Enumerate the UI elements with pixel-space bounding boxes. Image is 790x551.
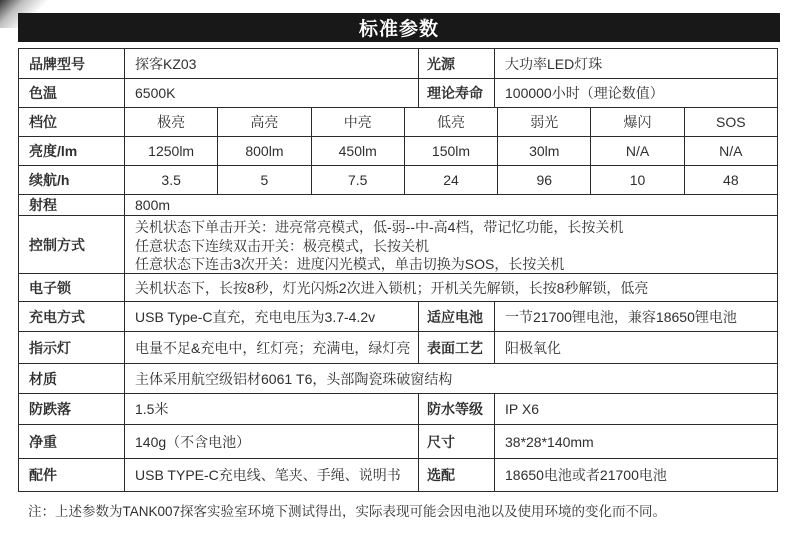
spec-table	[18, 48, 778, 492]
runtime-cell: 10	[590, 166, 683, 194]
charging-label: 充电方式	[29, 308, 85, 325]
optional-label: 选配	[418, 459, 494, 491]
brightness-cell: 1250lm	[124, 137, 217, 165]
runtime-cell: 7.5	[311, 166, 404, 194]
accessories-row	[19, 458, 777, 491]
runtime-cell: 96	[497, 166, 590, 194]
runtime-cell: 24	[404, 166, 497, 194]
mode-level-cell: 极亮	[124, 108, 217, 136]
light-source-value: 大功率LED灯珠	[494, 49, 777, 78]
brightness-cell: 150lm	[404, 137, 497, 165]
size-label: 尺寸	[418, 425, 494, 458]
mode-level-cell: 中亮	[311, 108, 404, 136]
material-label: 材质	[29, 370, 57, 387]
page-title: 标准参数	[358, 19, 439, 40]
accessories-value: USB TYPE-C充电线、笔夹、手绳、说明书	[124, 459, 418, 491]
brightness-cell: 30lm	[497, 137, 590, 165]
battery-label: 适应电池	[418, 302, 494, 331]
brightness-cell: 450lm	[311, 137, 404, 165]
runtime-cell: 48	[684, 166, 777, 194]
indicator-value: 电量不足&充电中，红灯亮；充满电，绿灯亮	[124, 332, 418, 363]
range-value: 800m	[124, 195, 777, 215]
mode-level-cell: 高亮	[217, 108, 310, 136]
range-row	[19, 194, 777, 215]
brightness-cell: 800lm	[217, 137, 310, 165]
surface-value: 阳极氧化	[494, 332, 777, 363]
waterproof-value: IP X6	[494, 394, 777, 424]
lifespan-label: 理论寿命	[418, 79, 494, 107]
lock-value: 关机状态下，长按8秒，灯光闪烁2次进入锁机；开机关先解锁，长按8秒解锁，低亮	[124, 274, 777, 301]
mode-level-cell: 弱光	[497, 108, 590, 136]
material-value: 主体采用航空级铝材6061 T6，头部陶瓷珠破窗结构	[124, 364, 777, 393]
optional-value: 18650电池或者21700电池	[494, 459, 777, 491]
battery-value: 一节21700锂电池，兼容18650锂电池	[494, 302, 777, 331]
brightness-label: 亮度/lm	[29, 143, 78, 159]
charging-value: USB Type-C直充，充电电压为3.7-4.2v	[124, 302, 418, 331]
accessories-label: 配件	[29, 467, 57, 483]
brightness-row	[19, 136, 777, 165]
brand-row	[19, 49, 777, 78]
brand-label: 品牌型号	[29, 55, 85, 72]
control-line-2: 任意状态下连续双击开关：极亮模式，长按关机	[135, 237, 429, 254]
drop-label: 防跌落	[29, 401, 71, 417]
title-bar	[18, 13, 780, 42]
drop-row	[19, 393, 777, 424]
runtime-label: 续航/h	[29, 172, 70, 188]
weight-row	[19, 424, 777, 458]
weight-value: 140g（不含电池）	[124, 425, 418, 458]
modes-row	[19, 107, 777, 136]
runtime-cell: 5	[217, 166, 310, 194]
indicator-row	[19, 331, 777, 363]
color-temp-row	[19, 78, 777, 107]
charging-row	[19, 301, 777, 331]
mode-level-cell: 低亮	[404, 108, 497, 136]
runtime-cell: 3.5	[124, 166, 217, 194]
color-temp-label: 色温	[29, 85, 57, 101]
lock-label: 电子锁	[29, 279, 71, 296]
brand-value: 探客KZ03	[124, 49, 418, 78]
range-label: 射程	[29, 197, 57, 213]
mode-level-cell: SOS	[684, 108, 777, 136]
footnote: 注：上述参数为TANK007探客实验室环境下测试得出，实际表现可能会因电池以及使用环境的变化而不同。	[28, 504, 667, 519]
lifespan-value: 100000小时（理论数值）	[494, 79, 777, 107]
color-temp-value: 6500K	[124, 79, 418, 107]
control-label: 控制方式	[29, 236, 85, 253]
mode-level-cell: 爆闪	[590, 108, 683, 136]
indicator-label: 指示灯	[29, 339, 71, 356]
control-value	[124, 216, 777, 273]
material-row	[19, 363, 777, 393]
control-line-1: 关机状态下单击开关：进亮常亮模式，低-弱--中-高4档，带记忆功能，长按关机	[135, 219, 624, 235]
light-source-label: 光源	[418, 49, 494, 78]
control-row	[19, 215, 777, 273]
control-line-3: 任意状态下连击3次开关：进度闪光模式，单击切换为SOS，长按关机	[135, 256, 565, 272]
weight-label: 净重	[29, 433, 57, 450]
modes-label: 档位	[29, 114, 57, 130]
waterproof-label: 防水等级	[418, 394, 494, 424]
drop-value: 1.5米	[124, 394, 418, 424]
brightness-cell: N/A	[590, 137, 683, 165]
brightness-cell: N/A	[684, 137, 777, 165]
size-value: 38*28*140mm	[494, 425, 777, 458]
runtime-row	[19, 165, 777, 194]
lock-row	[19, 273, 777, 301]
surface-label: 表面工艺	[418, 332, 494, 363]
